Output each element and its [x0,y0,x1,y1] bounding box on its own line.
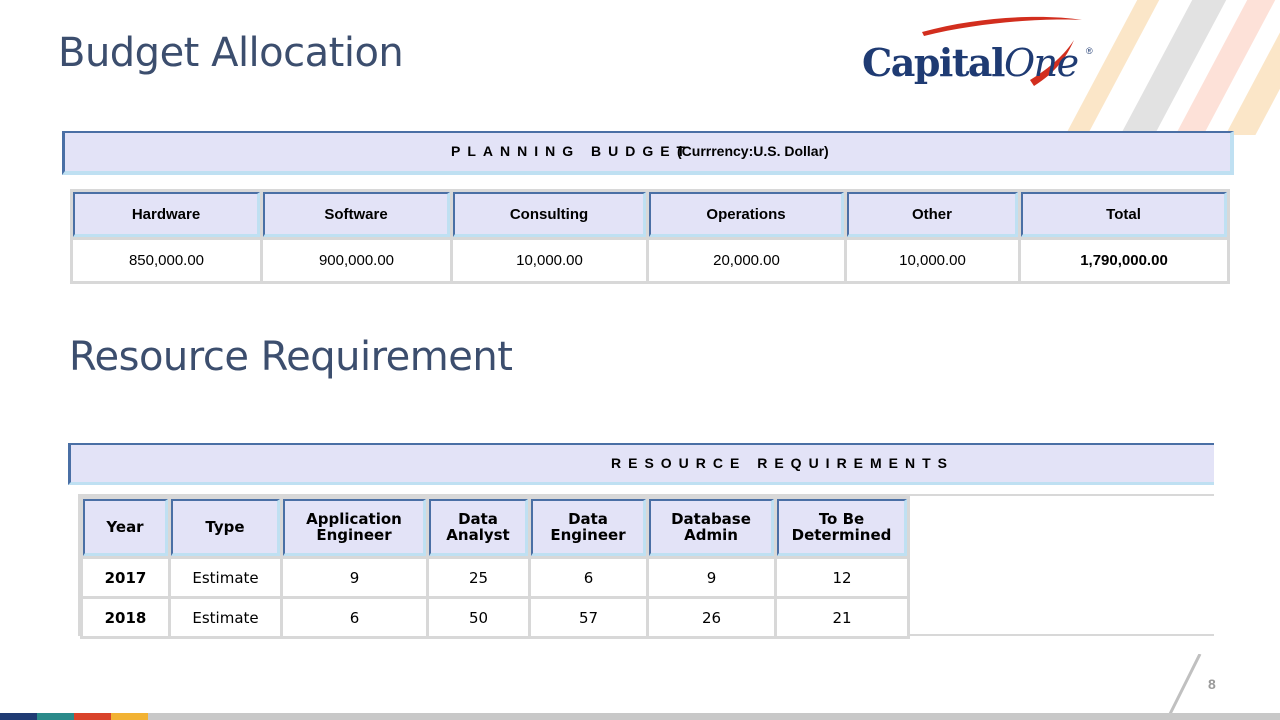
col-total: Total [1021,192,1227,237]
cell-data-engineer: 6 [531,559,646,596]
logo-word-capital: Capital [862,40,1004,85]
col-data-engineer: Data Engineer [531,499,646,556]
col-to-be-determined: To Be Determined [777,499,907,556]
cell-software: 900,000.00 [263,240,450,281]
cell-year: 2018 [83,599,168,636]
col-operations: Operations [649,192,844,237]
col-database-admin: Database Admin [649,499,774,556]
cell-database-admin: 9 [649,559,774,596]
cell-application-engineer: 6 [283,599,426,636]
cell-to-be-determined: 21 [777,599,907,636]
col-consulting: Consulting [453,192,646,237]
col-hardware: Hardware [73,192,260,237]
capital-one-logo [860,10,1100,100]
logo-wordmark [862,40,1078,85]
cell-other: 10,000.00 [847,240,1018,281]
col-application-engineer: Application Engineer [283,499,426,556]
cell-total: 1,790,000.00 [1021,240,1227,281]
page-number: 8 [1208,676,1216,692]
logo-word-one: One [1003,41,1078,85]
cell-database-admin: 26 [649,599,774,636]
cell-data-analyst: 50 [429,599,528,636]
cell-year: 2017 [83,559,168,596]
footer-segment-gold [111,713,148,720]
footer-slash-icon [1166,654,1206,716]
slide-title: Budget Allocation [58,30,404,76]
footer-segment-red [74,713,111,720]
planning-budget-table [70,189,1230,284]
cell-data-engineer: 57 [531,599,646,636]
planning-budget-header [62,131,1234,175]
resource-requirements-header [68,443,1214,485]
resource-requirements-title: RESOURCE REQUIREMENTS [611,455,955,471]
table-row [83,559,907,596]
cell-hardware: 850,000.00 [73,240,260,281]
resource-requirements-table [80,496,910,639]
section-title: Resource Requirement [69,334,513,380]
cell-type: Estimate [171,599,280,636]
cell-to-be-determined: 12 [777,559,907,596]
col-data-analyst: Data Analyst [429,499,528,556]
cell-application-engineer: 9 [283,559,426,596]
cell-consulting: 10,000.00 [453,240,646,281]
table-header-row [73,192,1227,237]
table-header-row [83,499,907,556]
cell-type: Estimate [171,559,280,596]
planning-budget-currency: (Currrency:U.S. Dollar) [677,143,829,159]
table-row [83,599,907,636]
footer-segment-teal [37,713,74,720]
footer-segment-navy [0,713,37,720]
col-other: Other [847,192,1018,237]
table-row [73,240,1227,281]
planning-budget-title: PLANNING BUDGET [451,143,693,159]
col-type: Type [171,499,280,556]
cell-operations: 20,000.00 [649,240,844,281]
col-software: Software [263,192,450,237]
cell-data-analyst: 25 [429,559,528,596]
footer-bar [0,713,1280,720]
logo-registered-mark: ® [1086,46,1093,56]
col-year: Year [83,499,168,556]
